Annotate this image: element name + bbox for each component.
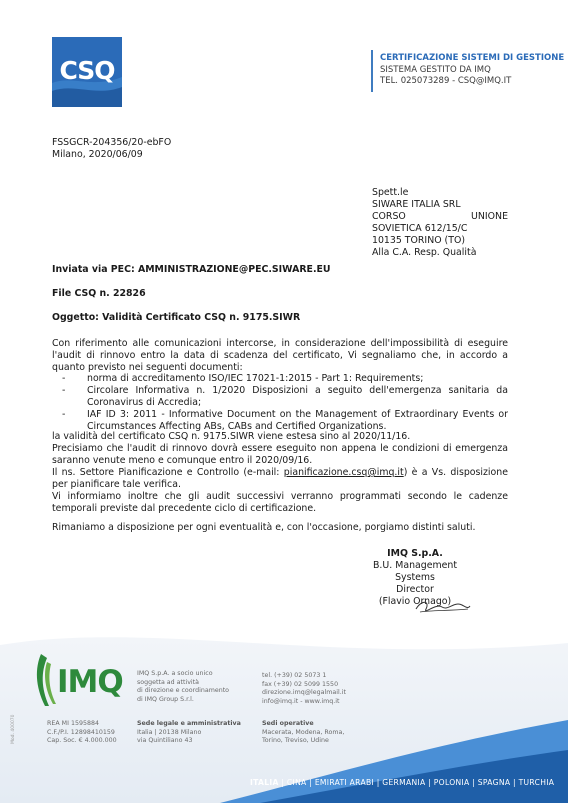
footer-fax: fax (+39) 02 5099 1550 xyxy=(262,680,339,688)
reference-block xyxy=(52,137,171,161)
footer-company-line: di direzione e coordinamento xyxy=(137,687,230,694)
planning-contact-text-1: Il ns. Settore Pianificazione e Controllo (e-mail: xyxy=(52,467,284,478)
protocol-number: FSSGCR-204356/20-ebFO xyxy=(52,137,172,148)
letterhead-subtitle: SISTEMA GESTITO DA IMQ xyxy=(380,64,491,75)
form-code: Mod. 400070 xyxy=(11,714,16,744)
signature-name: (Flavio Ornago) xyxy=(378,596,452,607)
addressee-city: 10135 TORINO (TO) xyxy=(372,235,465,246)
footer-registry xyxy=(47,720,117,746)
validity-paragraph xyxy=(52,431,508,515)
list-item xyxy=(62,409,508,433)
csq-logo xyxy=(52,37,122,107)
list-item-text: IAF ID 3: 2011 - Informative Document on the Management of Extraordinary Events or Circumstances Affecting ABs, CABs and Certified Organizations. xyxy=(87,409,508,432)
list-dash: - xyxy=(62,385,66,396)
list-dash: - xyxy=(62,409,66,420)
footer-operational-offices xyxy=(262,720,344,746)
pec-line: Inviata via PEC: AMMINISTRAZIONE@PEC.SIWARE.EU xyxy=(52,264,331,275)
footer-wave-background xyxy=(0,625,568,803)
closing-salutation: Rimaniamo a disposizione per ogni eventualità e, con l'occasione, porgiamo distinti saluti. xyxy=(52,522,476,533)
list-dash: - xyxy=(62,373,66,384)
letterhead-title: CERTIFICAZIONE SISTEMI DI GESTIONE xyxy=(380,53,565,63)
footer-phone: tel. (+39) 02 5073 1 xyxy=(262,672,327,679)
country-italia: ITALIA xyxy=(250,778,279,787)
signature-company: IMQ S.p.A. xyxy=(387,548,443,559)
csq-logo-text: CSQ xyxy=(59,56,115,85)
imq-logo-text: IMQ xyxy=(57,664,123,700)
letterhead-contact: TEL. 025073289 - CSQ@IMQ.IT xyxy=(380,76,512,86)
footer-company-line: soggetta ad attività xyxy=(137,678,200,686)
addressee-street-2: SOVIETICA 612/15/C xyxy=(372,223,468,234)
letterhead xyxy=(380,53,564,88)
addressee-block xyxy=(372,187,508,259)
footer-legal-line: Italia | 20138 Milano xyxy=(137,728,202,736)
addressee-street-word-2: UNIONE xyxy=(471,211,508,222)
signature-role: Director xyxy=(396,584,434,595)
footer-ops-line: Macerata, Modena, Roma, xyxy=(262,728,345,736)
footer-legal-title: Sede legale e amministrativa xyxy=(137,720,241,727)
footer-contacts xyxy=(262,672,346,706)
handwritten-signature xyxy=(412,595,472,617)
footer-legal-office xyxy=(137,720,241,746)
footer-legal-line: via Quintiliano 43 xyxy=(137,737,193,744)
file-number: File CSQ n. 22826 xyxy=(52,288,146,299)
place-date: Milano, 2020/06/09 xyxy=(52,149,143,160)
footer-company-desc xyxy=(137,670,229,704)
documents-list xyxy=(62,373,508,433)
validity-extension: la validità del certificato CSQ n. 9175.SIWR viene estesa sino al 2020/11/16. xyxy=(52,431,411,442)
addressee-street-1 xyxy=(372,211,508,223)
footer-capital: Cap. Soc. € 4.000.000 xyxy=(47,737,117,744)
footer-company-line: di IMQ Group S.r.l. xyxy=(137,695,194,703)
list-item xyxy=(62,385,508,409)
future-audits-note: Vi informiamo inoltre che gli audit successivi verranno programmati secondo le cadenze temporali previste dal precedente ciclo di certificazione. xyxy=(52,491,508,514)
list-item xyxy=(62,373,508,385)
footer-ops-line: Torino, Treviso, Udine xyxy=(262,737,329,744)
signature-unit: B.U. Management Systems xyxy=(373,560,457,583)
footer-company-line: IMQ S.p.A. a socio unico xyxy=(137,670,213,677)
footer-ops-title: Sedi operative xyxy=(262,720,314,727)
planning-email-link[interactable]: pianificazione.csq@imq.it xyxy=(283,467,404,478)
intro-paragraph: Con riferimento alle comunicazioni intercorse, in considerazione dell'impossibilità di eseguire l'audit di rinnovo entro la data di scadenza del certificato, Vi segnaliamo che, in accordo a quanto previsto nei seguenti documenti: xyxy=(52,338,508,373)
addressee-street-word-1: CORSO xyxy=(372,211,406,222)
list-item-text: Circolare Informativa n. 1/2020 Disposizioni a seguito dell'emergenza sanitaria da Coronavirus di Accredia; xyxy=(87,385,508,408)
footer-vat: C.F./P.I. 12898410159 xyxy=(47,728,115,736)
addressee-attention: Alla C.A. Resp. Qualità xyxy=(372,247,477,258)
country-list: | CINA | EMIRATI ARABI | GERMANIA | POLONIA | SPAGNA | TURCHIA xyxy=(278,778,555,787)
planning-contact xyxy=(52,467,508,491)
footer-rea: REA MI 1595884 xyxy=(47,720,99,727)
subject-line: Oggetto: Validità Certificato CSQ n. 9175.SIWR xyxy=(52,312,301,323)
planning-contact-text-2: ) è a Vs. disposizione per pianificare tale verifica. xyxy=(52,467,508,490)
header-divider xyxy=(371,50,373,92)
footer-web[interactable]: info@imq.it - www.imq.it xyxy=(262,697,340,705)
renewal-audit-note: Precisiamo che l'audit di rinnovo dovrà essere eseguito non appena le condizioni di emergenza saranno venute meno e comunque entro il 2020/09/16. xyxy=(52,443,508,466)
addressee-salutation: Spett.le xyxy=(372,187,409,198)
countries-bar xyxy=(250,778,554,787)
addressee-company: SIWARE ITALIA SRL xyxy=(372,199,461,210)
footer-pec-email[interactable]: direzione.imq@legalmail.it xyxy=(262,689,346,696)
list-item-text: norma di accreditamento ISO/IEC 17021-1:2015 - Part 1: Requirements; xyxy=(87,373,424,384)
